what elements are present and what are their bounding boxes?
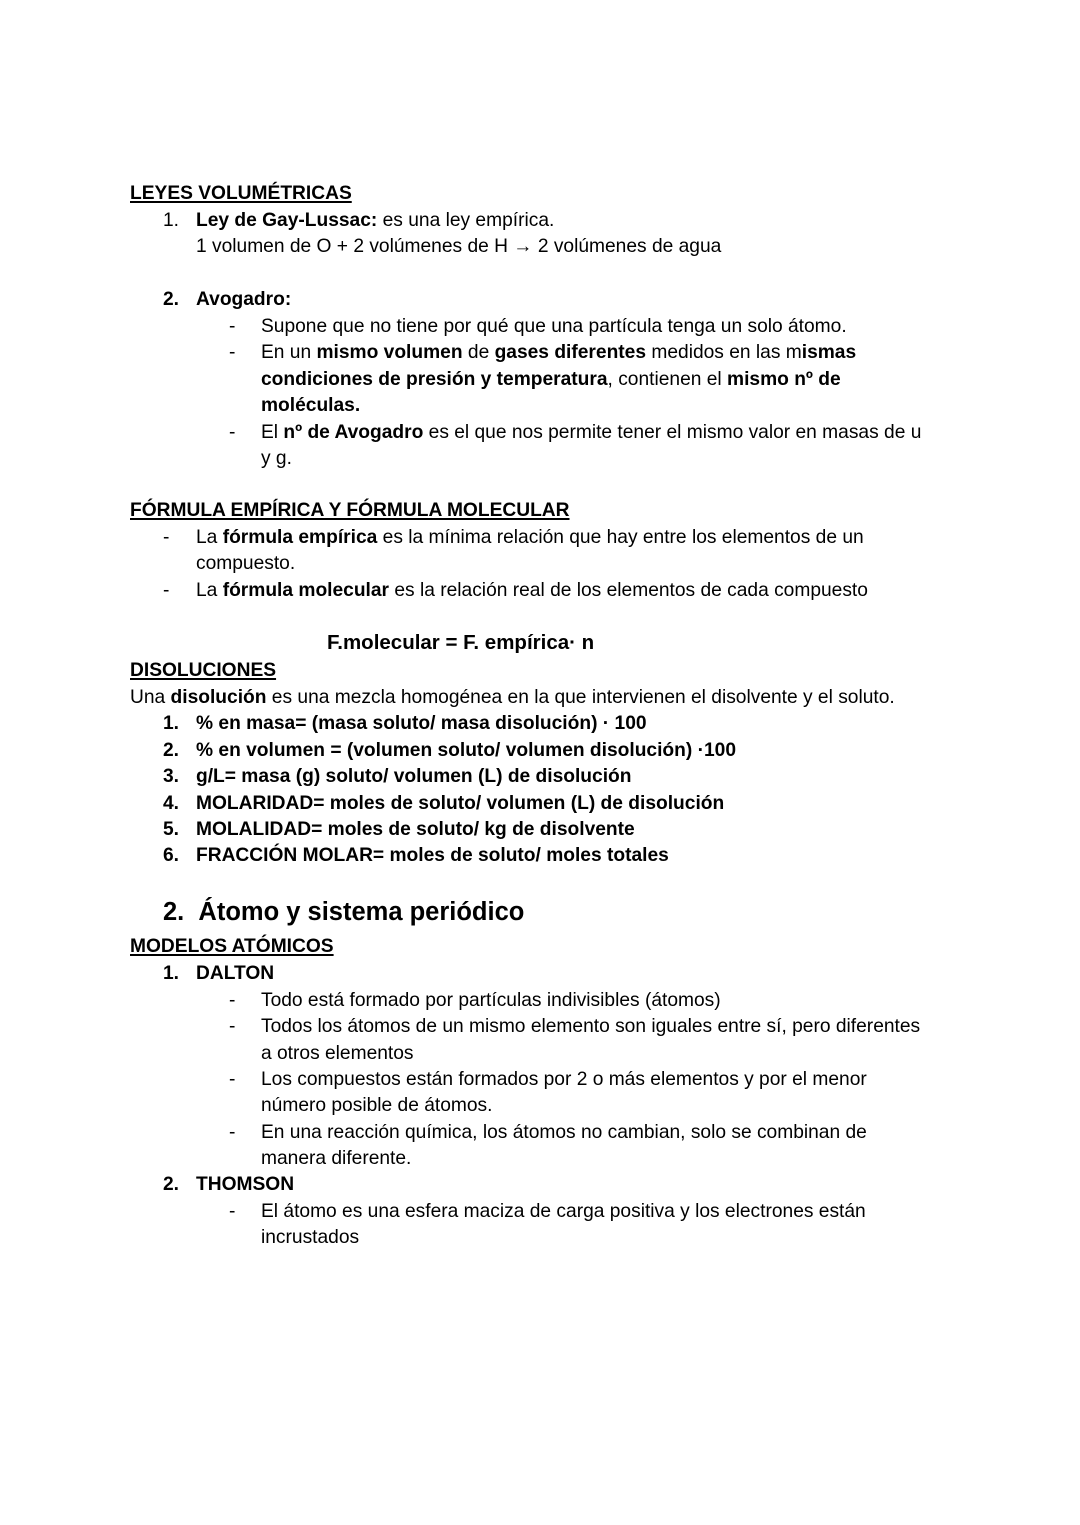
item-title: Ley de Gay-Lussac: <box>196 210 378 231</box>
list-number: 1. <box>163 713 180 734</box>
dalton-bullet-1: Todo está formado por partículas indivisibles (átomos) <box>261 990 721 1011</box>
bold-run: nº de Avogadro <box>283 422 424 443</box>
text-run: es la mínima relación que hay entre los elementos de un <box>377 527 864 548</box>
text-run: es una mezcla homogénea en la que intervienen el disolvente y el soluto. <box>266 687 895 708</box>
dash-bullet: - <box>229 342 236 363</box>
bold-run: disolución <box>170 687 267 708</box>
dalton-bullet-4: En una reacción química, los átomos no cambian, solo se combinan de <box>261 1122 867 1143</box>
disolucion-formula-item: g/L= masa (g) soluto/ volumen (L) de disolución <box>196 766 632 787</box>
model-title-thomson: THOMSON <box>196 1174 295 1195</box>
avogadro-bullet-3-cont: y g. <box>261 448 292 469</box>
bold-run: mismo volumen <box>316 342 463 363</box>
list-number: 2. <box>163 289 180 310</box>
thomson-bullet-1-cont: incrustados <box>261 1227 360 1248</box>
disoluciones-intro <box>130 685 895 711</box>
section-heading-leyes: LEYES VOLUMÉTRICAS <box>130 183 352 204</box>
text-run: es la relación real de los elementos de cada compuesto <box>389 580 868 601</box>
avogadro-bullet-2-cont2: moléculas. <box>261 395 361 416</box>
disolucion-formula-item: % en masa= (masa soluto/ masa disolución) · 100 <box>196 713 647 734</box>
formula-bullet-2 <box>196 578 868 604</box>
list-number: 1. <box>163 963 180 984</box>
list-item-avogadro: Avogadro: <box>196 289 292 310</box>
list-number: 2. <box>163 740 180 761</box>
bold-run: mismo nº de <box>727 369 841 390</box>
bold-run: fórmula empírica <box>222 527 378 548</box>
dalton-bullet-3: Los compuestos están formados por 2 o más elementos y por el menor <box>261 1069 867 1090</box>
gay-lussac-equation: 1 volumen de O + 2 volúmenes de H → 2 volúmenes de agua <box>196 236 722 257</box>
thomson-bullet-1: El átomo es una esfera maciza de carga positiva y los electrones están <box>261 1201 866 1222</box>
text-run: es el que nos permite tener el mismo valor en masas de u <box>423 422 922 443</box>
list-number: 5. <box>163 819 180 840</box>
dash-bullet: - <box>163 527 170 548</box>
model-title-dalton: DALTON <box>196 963 275 984</box>
disolucion-formula-item: % en volumen = (volumen soluto/ volumen disolución) ·100 <box>196 740 736 761</box>
dash-bullet: - <box>229 316 236 337</box>
disolucion-formula-item: MOLALIDAD= moles de soluto/ kg de disolvente <box>196 819 635 840</box>
molecular-formula-equation: F.molecular = F. empírica· n <box>327 631 595 654</box>
bold-run: fórmula molecular <box>222 580 390 601</box>
text-run: La <box>196 580 223 601</box>
chapter-title: 2. Átomo y sistema periódico <box>163 898 525 926</box>
text-run: de <box>462 342 495 363</box>
dash-bullet: - <box>229 1016 236 1037</box>
avogadro-bullet-2 <box>261 340 856 366</box>
avogadro-bullet-1: Supone que no tiene por qué que una partícula tenga un solo átomo. <box>261 316 847 337</box>
avogadro-bullet-3 <box>261 420 921 446</box>
list-number: 1. <box>163 210 180 231</box>
dalton-bullet-4-cont: manera diferente. <box>261 1148 412 1169</box>
text-run: , contienen el <box>607 369 728 390</box>
text-run: La <box>196 527 223 548</box>
section-heading-modelos: MODELOS ATÓMICOS <box>130 936 334 957</box>
disolucion-formula-item: MOLARIDAD= moles de soluto/ volumen (L) de disolución <box>196 793 725 814</box>
dash-bullet: - <box>229 1122 236 1143</box>
dash-bullet: - <box>229 1201 236 1222</box>
section-heading-disoluciones: DISOLUCIONES <box>130 660 277 681</box>
dalton-bullet-2: Todos los átomos de un mismo elemento son iguales entre sí, pero diferentes <box>261 1016 921 1037</box>
dash-bullet: - <box>229 422 236 443</box>
list-number: 6. <box>163 845 180 866</box>
bold-run: condiciones de presión y temperatura <box>261 369 608 390</box>
disolucion-formula-item: FRACCIÓN MOLAR= moles de soluto/ moles totales <box>196 845 669 866</box>
text-run: El <box>261 422 284 443</box>
dalton-bullet-3-cont: número posible de átomos. <box>261 1095 493 1116</box>
bold-run: ismas <box>801 342 857 363</box>
list-number: 4. <box>163 793 180 814</box>
dash-bullet: - <box>229 1069 236 1090</box>
text-run: medidos en las m <box>646 342 802 363</box>
dalton-bullet-2-cont: a otros elementos <box>261 1043 414 1064</box>
section-heading-formula: FÓRMULA EMPÍRICA Y FÓRMULA MOLECULAR <box>130 500 570 521</box>
formula-bullet-1 <box>196 525 864 551</box>
item-text: es una ley empírica. <box>377 210 555 231</box>
list-number: 3. <box>163 766 180 787</box>
text-run: Una <box>130 687 171 708</box>
dash-bullet: - <box>163 580 170 601</box>
dash-bullet: - <box>229 990 236 1011</box>
list-number: 2. <box>163 1174 180 1195</box>
list-item-gay-lussac <box>196 208 554 234</box>
text-run: En un <box>261 342 317 363</box>
formula-bullet-1-cont: compuesto. <box>196 553 296 574</box>
avogadro-bullet-2-cont <box>261 367 841 393</box>
bold-run: gases diferentes <box>494 342 647 363</box>
